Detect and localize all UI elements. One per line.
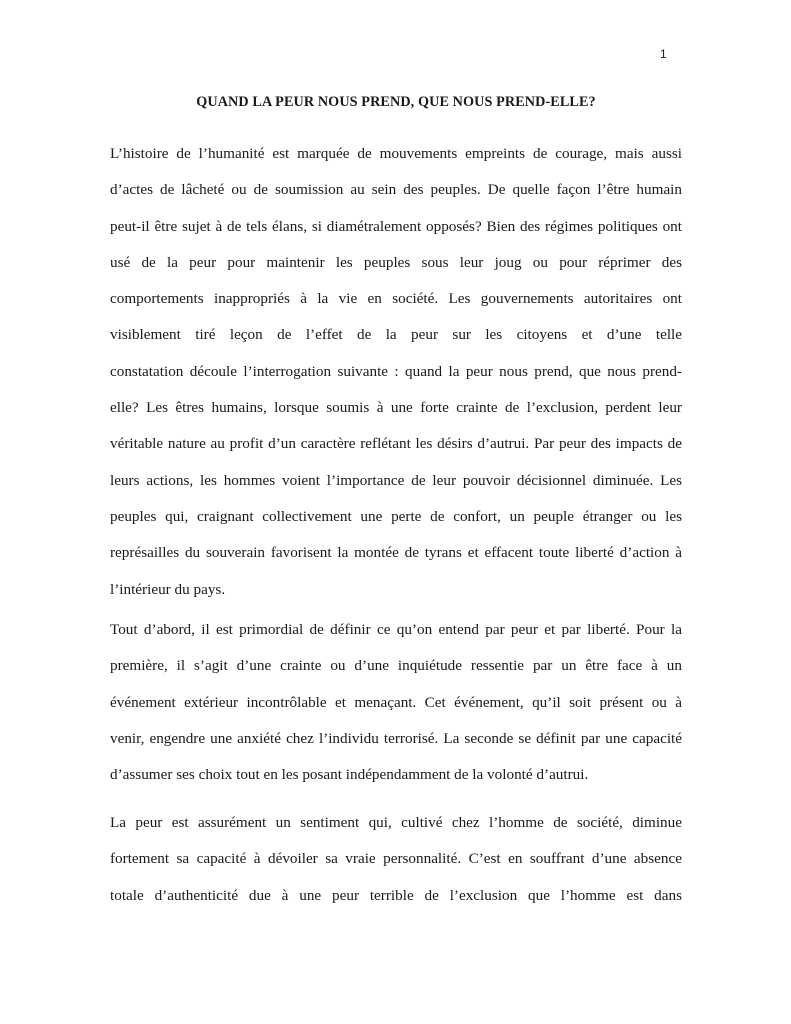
text-line: d’assumer ses choix tout en les posant indépendamment de la volonté d’autrui. xyxy=(110,766,589,784)
text-line: fortement sa capacité à dévoiler sa vraie personnalité. C’est en souffrant d’une absence xyxy=(110,850,682,868)
paragraph-definitions xyxy=(110,612,682,793)
text-line: comportements inappropriés à la vie en société. Les gouvernements autoritaires ont xyxy=(110,290,682,308)
text-line: venir, engendre une anxiété chez l’individu terrorisé. La seconde se définit par une capacité xyxy=(110,729,682,747)
text-line: visiblement tiré leçon de l’effet de la peur sur les citoyens et d’une telle xyxy=(110,326,682,344)
text-line: totale d’authenticité due à une peur terrible de l’exclusion que l’homme est dans xyxy=(110,886,682,904)
text-line: événement extérieur incontrôlable et menaçant. Cet événement, qu’il soit présent ou à xyxy=(110,693,682,711)
text-line: représailles du souverain favorisent la montée de tyrans et effacent toute liberté d’action à xyxy=(110,544,682,562)
text-line: première, il s’agit d’une crainte ou d’une inquiétude ressentie par un être face à un xyxy=(110,657,682,675)
text-line: elle? Les êtres humains, lorsque soumis à une forte crainte de l’exclusion, perdent leur xyxy=(110,399,682,417)
text-line: usé de la peur pour maintenir les peuples sous leur joug ou pour réprimer des xyxy=(110,253,682,271)
text-line: La peur est assurément un sentiment qui, cultivé chez l’homme de société, diminue xyxy=(110,814,682,831)
text-line: leurs actions, les hommes voient l’importance de leur pouvoir décisionnel diminuée. Les xyxy=(110,471,682,489)
text-line: véritable nature au profit d’un caractère reflétant les désirs d’autrui. Par peur des impacts de xyxy=(110,435,682,453)
text-line: L’histoire de l’humanité est marquée de mouvements empreints de courage, mais aussi xyxy=(110,145,682,162)
text-line: d’actes de lâcheté ou de soumission au sein des peuples. De quelle façon l’être humain xyxy=(110,181,682,199)
text-line: Tout d’abord, il est primordial de définir ce qu’on entend par peur et par liberté. Pour la xyxy=(110,621,682,638)
text-line: peuples qui, craignant collectivement une perte de confort, un peuple étranger ou les xyxy=(110,507,682,525)
text-line: constatation découle l’interrogation suivante : quand la peur nous prend, que nous prend- xyxy=(110,362,682,380)
text-line: l’intérieur du pays. xyxy=(110,580,226,598)
document-title: QUAND LA PEUR NOUS PREND, QUE NOUS PREND-ELLE? xyxy=(196,94,596,110)
paragraph-argument xyxy=(110,805,682,914)
page-number: 1 xyxy=(660,47,667,61)
text-line: peut-il être sujet à de tels élans, si diamétralement opposés? Bien des régimes politiques ont xyxy=(110,217,682,235)
paragraph-introduction xyxy=(110,136,682,608)
